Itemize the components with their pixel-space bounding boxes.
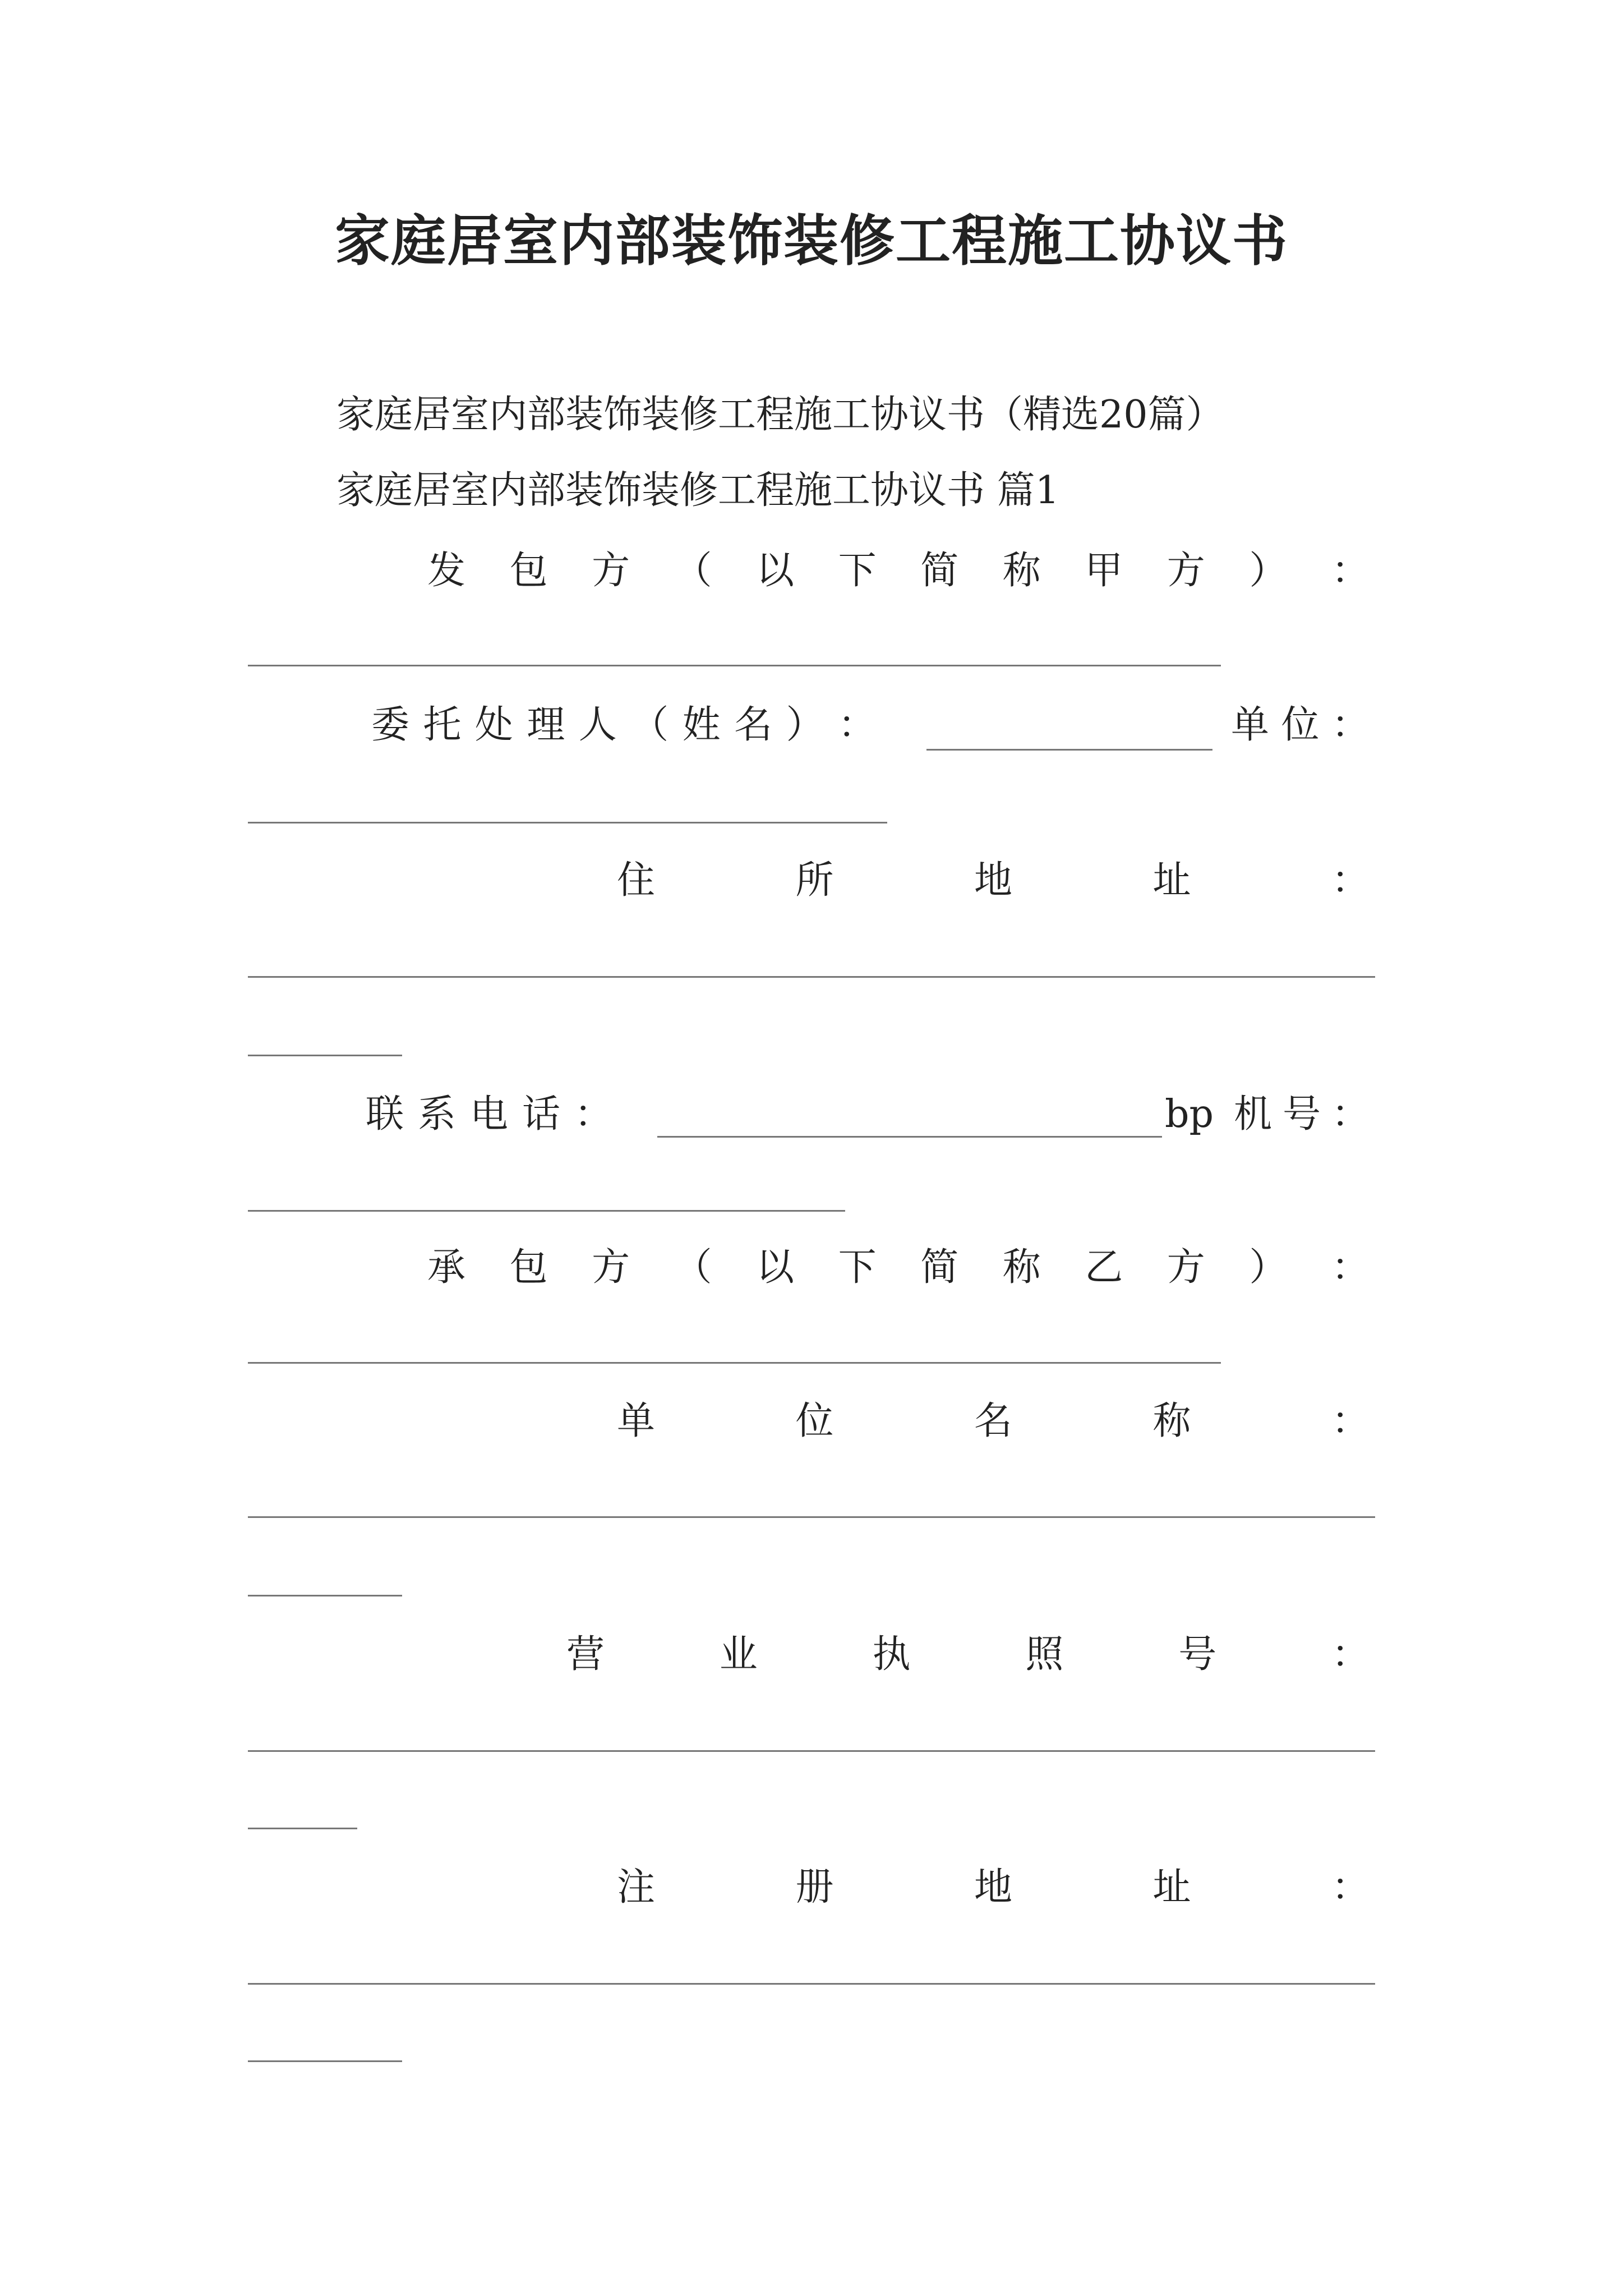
label-char: 单 — [617, 1399, 656, 1443]
bp-prefix — [1165, 1087, 1214, 1143]
heading-char: ： — [1331, 1245, 1370, 1290]
label-char: 委 — [371, 703, 410, 747]
heading-char: 承 — [427, 1245, 466, 1290]
label-char: 址 — [1152, 1865, 1191, 1910]
license-label — [566, 1627, 1370, 1683]
label-char: 称 — [1152, 1399, 1191, 1443]
party-a-name-blank[interactable] — [248, 665, 1221, 666]
label-char: （ — [630, 703, 669, 747]
party-a-heading — [427, 543, 1370, 599]
label-char: 话 — [522, 1092, 560, 1137]
label-char: ： — [1331, 1399, 1370, 1443]
label-char: 托 — [423, 703, 462, 747]
heading-char: （ — [674, 1245, 712, 1290]
heading-char: 以 — [756, 549, 795, 593]
heading-char: 包 — [509, 549, 548, 593]
label-char: 地 — [974, 1865, 1012, 1910]
party-b-name-blank[interactable] — [248, 1362, 1221, 1364]
label-char: ： — [1331, 703, 1370, 747]
heading-char: 方 — [1166, 1245, 1205, 1290]
label-char: 注 — [617, 1865, 656, 1910]
label-char: 名 — [734, 703, 773, 747]
reg-address-blank-line-2[interactable] — [248, 2060, 402, 2062]
label-char: 位 — [795, 1399, 834, 1443]
unit-name-blank-line-2[interactable] — [248, 1595, 402, 1596]
license-blank-line-1[interactable] — [248, 1750, 1375, 1752]
heading-char: （ — [674, 549, 712, 593]
label-char: 地 — [974, 858, 1012, 903]
label-char: ： — [574, 1092, 612, 1137]
heading-char: 下 — [838, 549, 877, 593]
bp-blank[interactable] — [248, 1210, 845, 1212]
heading-char: 简 — [920, 549, 959, 593]
label-char: 电 — [469, 1092, 508, 1137]
label-char: ： — [1331, 1092, 1370, 1137]
party-b-heading — [427, 1240, 1370, 1296]
heading-char: 简 — [920, 1245, 959, 1290]
phone-label — [366, 1087, 612, 1143]
label-char: 人 — [578, 703, 617, 747]
agent-name-blank[interactable] — [926, 749, 1212, 751]
label-char: 单 — [1231, 703, 1270, 747]
phone-blank[interactable] — [657, 1136, 1162, 1138]
agent-name-label — [371, 697, 876, 753]
address-label — [617, 853, 1370, 909]
unit-name-label — [617, 1393, 1370, 1450]
heading-char: ） — [1249, 1245, 1288, 1290]
heading-char: 方 — [592, 549, 630, 593]
label-char: 营 — [566, 1632, 605, 1677]
label-char: ： — [837, 703, 876, 747]
document-title: 家庭居室内部装饰装修工程施工协议书 — [334, 209, 1288, 273]
address-blank-line-2[interactable] — [248, 1055, 402, 1056]
heading-char: 乙 — [1085, 1245, 1123, 1290]
agent-unit-label — [1231, 697, 1370, 753]
heading-char: ） — [1249, 549, 1288, 593]
label-char: 业 — [719, 1632, 758, 1677]
heading-char: 称 — [1002, 1245, 1041, 1290]
heading-char: 称 — [1002, 549, 1041, 593]
heading-char: 以 — [756, 1245, 795, 1290]
agent-unit-blank[interactable] — [248, 822, 887, 823]
label-char: 号 — [1178, 1632, 1217, 1677]
label-char: ： — [1331, 1632, 1370, 1677]
label-char: ） — [786, 703, 824, 747]
unit-name-blank-line-1[interactable] — [248, 1516, 1375, 1518]
heading-char: 包 — [509, 1245, 548, 1290]
reg-address-blank-line-1[interactable] — [248, 1983, 1375, 1985]
section-heading: 家庭居室内部装饰装修工程施工协议书 篇1 — [336, 468, 1059, 513]
heading-char: 甲 — [1085, 549, 1123, 593]
heading-char: 方 — [592, 1245, 630, 1290]
label-char: 所 — [795, 858, 834, 903]
label-char: 姓 — [682, 703, 721, 747]
bp-label — [1234, 1087, 1370, 1143]
label-char: 处 — [474, 703, 513, 747]
label-char: 系 — [417, 1092, 456, 1137]
label-char: 号 — [1282, 1092, 1321, 1137]
label-char: 执 — [872, 1632, 911, 1677]
label-char: 联 — [366, 1092, 404, 1137]
document-subtitle: 家庭居室内部装饰装修工程施工协议书（精选20篇） — [336, 393, 1224, 437]
label-char: 机 — [1234, 1092, 1272, 1137]
label-char: 册 — [795, 1865, 834, 1910]
heading-char: 方 — [1166, 549, 1205, 593]
address-blank-line-1[interactable] — [248, 976, 1375, 978]
license-blank-line-2[interactable] — [248, 1828, 357, 1829]
label-char: ： — [1331, 1865, 1370, 1910]
heading-char: 下 — [838, 1245, 877, 1290]
heading-char: ： — [1331, 549, 1370, 593]
label-char: 住 — [617, 858, 656, 903]
label-char: 照 — [1025, 1632, 1064, 1677]
label-char: 理 — [527, 703, 565, 747]
bp-text: bp — [1165, 1092, 1214, 1137]
label-char: 位 — [1281, 703, 1320, 747]
label-char: 址 — [1152, 858, 1191, 903]
reg-address-label — [617, 1860, 1370, 1916]
label-char: ： — [1331, 858, 1370, 903]
heading-char: 发 — [427, 549, 466, 593]
label-char: 名 — [974, 1399, 1012, 1443]
